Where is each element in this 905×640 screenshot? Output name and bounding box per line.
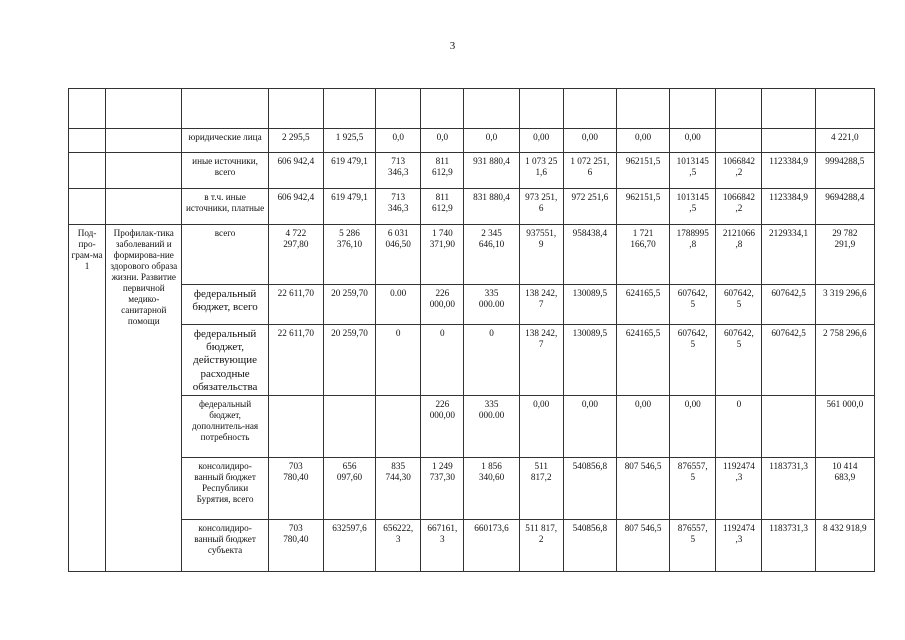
cell-value: 0 [464,325,519,396]
cell-value: 20 259,70 [323,325,375,396]
cell-value: 667161, 3 [421,519,464,571]
cell-value [323,395,375,457]
cell-value: 10 414 683,9 [815,457,874,519]
cell-value: 607642, 5 [670,285,716,325]
cell-value: 0,00 [563,129,616,153]
cell-value: 130089,5 [563,285,616,325]
cell-value: 876557, 5 [670,519,716,571]
cell-value: 2 758 296,6 [815,325,874,396]
table-row [69,189,875,225]
cell-value: 29 782 291,9 [815,225,874,285]
cell-source: федеральный бюджет, действующие расходные обязательства [182,325,268,396]
cell-value [323,89,375,129]
cell-value: 9994288,5 [815,153,874,189]
cell-value: 0,0 [421,129,464,153]
cell-value [762,395,815,457]
page-number: 3 [449,40,456,52]
cell-value [421,89,464,129]
budget-table [68,88,875,572]
cell-value: 937551, 9 [519,225,563,285]
cell-value: 607642,5 [762,325,815,396]
cell-value: 1123384,9 [762,153,815,189]
cell-value [762,89,815,129]
cell-empty [69,129,106,153]
cell-value: 713 346,3 [376,189,421,225]
cell-value: 1066842 ,2 [716,153,762,189]
cell-value: 811 612,9 [421,153,464,189]
cell-value [616,89,669,129]
cell-value: 1066842 ,2 [716,189,762,225]
cell-value: 632597,6 [323,519,375,571]
cell-value: 624165,5 [616,285,669,325]
cell-value: 931 880,4 [464,153,519,189]
cell-empty [69,189,106,225]
cell-empty [106,189,182,225]
cell-value [268,89,323,129]
cell-value: 656222, 3 [376,519,421,571]
cell-value: 0,00 [616,129,669,153]
table-row [69,129,875,153]
cell-value: 540856,8 [563,457,616,519]
cell-value: 1 925,5 [323,129,375,153]
cell-value: 2 295,5 [268,129,323,153]
cell-value: 0,00 [519,129,563,153]
cell-value: 0,00 [563,395,616,457]
cell-value: 1 072 251, 6 [563,153,616,189]
cell-value: 713 346,3 [376,153,421,189]
cell-value: 962151,5 [616,153,669,189]
cell-value [716,129,762,153]
cell-value: 1123384,9 [762,189,815,225]
cell-source: консолидиро-ванный бюджет субъекта [182,519,268,571]
cell-value: 335 000.00 [464,285,519,325]
cell-value: 2 345 646,10 [464,225,519,285]
cell-value: 606 942,4 [268,153,323,189]
cell-program-name-top [106,89,182,129]
table-row [69,225,875,285]
cell-value: 226 000,00 [421,395,464,457]
cell-value: 624165,5 [616,325,669,396]
cell-value: 0,00 [670,395,716,457]
cell-value: 22 611,70 [268,325,323,396]
table-row [69,89,875,129]
cell-source: в т.ч. иные источники, платные [182,189,268,225]
cell-value: 1 721 166,70 [616,225,669,285]
cell-value: 876557, 5 [670,457,716,519]
cell-value [519,89,563,129]
cell-value: 0.00 [376,285,421,325]
cell-value: 656 097,60 [323,457,375,519]
cell-value: 2121066 ,8 [716,225,762,285]
cell-value: 0 [421,325,464,396]
cell-value: 0,0 [376,129,421,153]
cell-source: консолидиро-ванный бюджет Республики Бурятия, всего [182,457,268,519]
cell-value: 660173,6 [464,519,519,571]
cell-empty [106,129,182,153]
cell-value: 962151,5 [616,189,669,225]
cell-value: 3 319 296,6 [815,285,874,325]
cell-value: 511 817,2 [519,457,563,519]
cell-value: 1183731,3 [762,457,815,519]
cell-value: 1183731,3 [762,519,815,571]
cell-value: 1 073 25 1,6 [519,153,563,189]
cell-value: 607642,5 [762,285,815,325]
table-row [69,285,875,325]
cell-value: 540856,8 [563,519,616,571]
cell-source: иные источники, всего [182,153,268,189]
cell-value: 1192474 ,3 [716,519,762,571]
cell-value: 619 479,1 [323,153,375,189]
cell-source: юридические лица [182,129,268,153]
cell-value [268,395,323,457]
cell-value: 1013145 ,5 [670,189,716,225]
cell-value: 1 856 340,60 [464,457,519,519]
cell-value: 607642, 5 [716,285,762,325]
cell-value: 22 611,70 [268,285,323,325]
cell-value: 807 546,5 [616,457,669,519]
cell-value: 0 [716,395,762,457]
cell-value: 6 031 046,50 [376,225,421,285]
cell-value: 0,00 [616,395,669,457]
table-row [69,325,875,396]
cell-program-type-top [69,89,106,129]
cell-empty [69,153,106,189]
cell-value: 811 612,9 [421,189,464,225]
cell-value: 8 432 918,9 [815,519,874,571]
cell-program-name: Профилак-тика заболеваний и формирова-ние здорового образа жизни. Развитие первичной медико-санитарной помощи [106,225,182,572]
cell-value: 0 [376,325,421,396]
cell-value: 607642, 5 [716,325,762,396]
cell-value: 973 251, 6 [519,189,563,225]
cell-empty [106,153,182,189]
cell-value [376,395,421,457]
cell-value: 607642, 5 [670,325,716,396]
cell-value: 0,00 [519,395,563,457]
cell-value: 138 242, 7 [519,285,563,325]
cell-value: 138 242, 7 [519,325,563,396]
cell-value: 958438,4 [563,225,616,285]
cell-value: 0,0 [464,129,519,153]
cell-value: 972 251,6 [563,189,616,225]
cell-value: 703 780,40 [268,457,323,519]
cell-value: 1 740 371,90 [421,225,464,285]
cell-value: 1 249 737,30 [421,457,464,519]
table-row [69,519,875,571]
cell-value: 4 722 297,80 [268,225,323,285]
cell-value: 5 286 376,10 [323,225,375,285]
cell-value [762,129,815,153]
cell-value: 335 000.00 [464,395,519,457]
cell-value: 2129334,1 [762,225,815,285]
cell-source [182,89,268,129]
cell-source: федеральный бюджет, дополнитель-ная потребность [182,395,268,457]
cell-value: 0,00 [670,129,716,153]
cell-value [376,89,421,129]
cell-value: 835 744,30 [376,457,421,519]
cell-value: 4 221,0 [815,129,874,153]
table-row [69,153,875,189]
cell-value [716,89,762,129]
cell-value: 130089,5 [563,325,616,396]
cell-value: 831 880,4 [464,189,519,225]
cell-value: 606 942,4 [268,189,323,225]
cell-value: 20 259,70 [323,285,375,325]
cell-source: всего [182,225,268,285]
cell-program-type: Под-про-грам-ма 1 [69,225,106,572]
cell-value: 511 817, 2 [519,519,563,571]
cell-value: 9694288,4 [815,189,874,225]
cell-value: 703 780,40 [268,519,323,571]
cell-value [563,89,616,129]
table-row [69,395,875,457]
cell-value [464,89,519,129]
table-row [69,457,875,519]
cell-source: федеральный бюджет, всего [182,285,268,325]
cell-value [670,89,716,129]
cell-value [815,89,874,129]
cell-value: 1013145 ,5 [670,153,716,189]
cell-value: 1192474 ,3 [716,457,762,519]
cell-value: 619 479,1 [323,189,375,225]
cell-value: 807 546,5 [616,519,669,571]
cell-value: 1788995 ,8 [670,225,716,285]
cell-value: 226 000,00 [421,285,464,325]
cell-value: 561 000,0 [815,395,874,457]
